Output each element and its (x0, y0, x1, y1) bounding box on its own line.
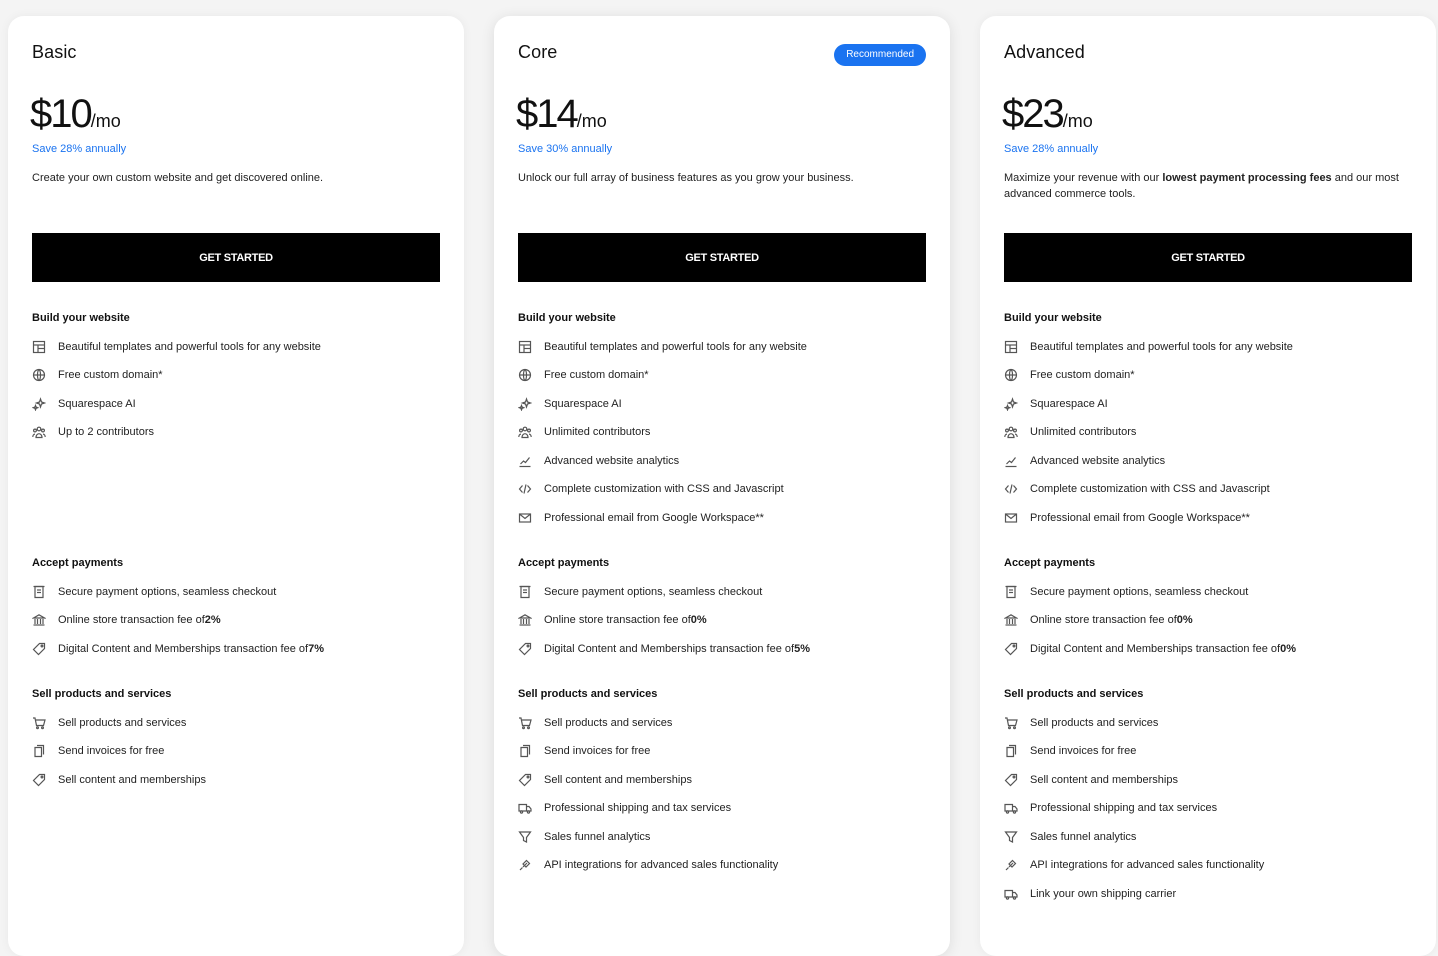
feature-item (518, 612, 926, 628)
receipt-icon (518, 584, 535, 600)
feature-item (1004, 584, 1412, 600)
feature-text: Up to 2 contributors (58, 426, 154, 438)
feature-text: Squarespace AI (544, 397, 622, 410)
sell-section (32, 686, 440, 788)
payments-section (518, 555, 926, 657)
payments-section (1004, 555, 1412, 657)
plan-price (1002, 92, 1093, 137)
feature-value: 0% (1176, 614, 1193, 626)
feature-item (1004, 481, 1412, 497)
tag-icon (518, 641, 535, 657)
feature-text: Send invoices for free (544, 745, 651, 757)
sparkle-icon (1004, 396, 1021, 412)
feature-text: Professional shipping and tax services (544, 802, 732, 814)
feature-text: Online store transaction fee of (58, 614, 205, 626)
feature-item (518, 829, 926, 845)
feature-text: Sell content and memberships (1030, 773, 1178, 786)
tag-icon (1004, 772, 1021, 788)
bank-icon (32, 612, 49, 628)
price-period: /mo (1062, 111, 1093, 131)
sparkle-icon (518, 396, 535, 412)
get-started-button[interactable]: GET STARTED (32, 233, 440, 282)
template-icon (518, 339, 535, 355)
tag-icon (518, 772, 535, 788)
cart-icon (518, 715, 535, 731)
feature-item (518, 481, 926, 497)
tag-icon (32, 772, 49, 788)
feature-item (518, 396, 926, 412)
feature-item (32, 715, 440, 731)
feature-item (518, 743, 926, 759)
feature-text: Advanced website analytics (544, 454, 680, 467)
bank-icon (518, 612, 535, 628)
feature-text: Send invoices for free (58, 745, 165, 757)
section-title: Build your website (32, 312, 130, 324)
feature-item (32, 396, 440, 412)
feature-item (1004, 510, 1412, 526)
feature-item (32, 612, 440, 628)
feature-value: 2% (204, 614, 221, 626)
feature-item (1004, 829, 1412, 845)
feature-item (518, 641, 926, 657)
build-section (32, 310, 440, 440)
sell-section (518, 686, 926, 873)
tag-icon (1004, 641, 1021, 657)
plan-description: Unlock our full array of business features as you grow your business. (518, 172, 854, 184)
build-section (1004, 310, 1412, 526)
feature-item (1004, 772, 1412, 788)
feature-item (1004, 641, 1412, 657)
receipt-icon (32, 584, 49, 600)
feature-text: Beautiful templates and powerful tools for any website (1030, 340, 1293, 353)
feature-item (518, 367, 926, 383)
section-title: Accept payments (1004, 557, 1096, 569)
get-started-button[interactable]: GET STARTED (518, 233, 926, 282)
feature-item (32, 424, 440, 440)
users-icon (32, 424, 49, 440)
feature-item (518, 424, 926, 440)
feature-item (518, 715, 926, 731)
feature-item (1004, 715, 1412, 731)
section-title: Build your website (518, 312, 616, 324)
plan-description (1004, 170, 1404, 202)
feature-text: Unlimited contributors (544, 426, 651, 438)
feature-text: Secure payment options, seamless checkout (544, 585, 763, 598)
feature-text: Sell content and memberships (58, 773, 206, 786)
feature-item (32, 584, 440, 600)
plug-icon (1004, 857, 1021, 873)
feature-text: Squarespace AI (58, 397, 136, 410)
feature-text: Digital Content and Memberships transaction fee of (544, 642, 795, 655)
desc-text: and our most advanced commerce tools. (1004, 172, 1399, 200)
feature-text: Digital Content and Memberships transaction fee of (58, 642, 309, 655)
feature-item (32, 743, 440, 759)
plug-icon (518, 857, 535, 873)
feature-item (518, 772, 926, 788)
sparkle-icon (32, 396, 49, 412)
section-title: Accept payments (32, 557, 124, 569)
get-started-button[interactable]: GET STARTED (1004, 233, 1412, 282)
feature-text: Free custom domain* (58, 369, 163, 381)
feature-item (32, 641, 440, 657)
users-icon (1004, 424, 1021, 440)
feature-item (518, 584, 926, 600)
plan-name: Core (518, 42, 558, 62)
invoice-icon (1004, 743, 1021, 759)
feature-item (1004, 612, 1412, 628)
feature-value: 7% (308, 642, 324, 655)
feature-text: API integrations for advanced sales functionality (544, 859, 779, 871)
section-title: Build your website (1004, 312, 1102, 324)
feature-item (1004, 339, 1412, 355)
feature-text: Secure payment options, seamless checkout (1030, 585, 1249, 598)
mail-icon (1004, 510, 1021, 526)
feature-text: Sales funnel analytics (544, 830, 651, 843)
analytics-icon (1004, 453, 1021, 469)
code-icon (518, 481, 535, 497)
feature-item (32, 367, 440, 383)
feature-item (518, 453, 926, 469)
feature-item (518, 800, 926, 816)
feature-text: Online store transaction fee of (1030, 614, 1177, 626)
feature-value: 5% (794, 642, 810, 655)
price-period: /mo (90, 111, 121, 131)
feature-text: Professional email from Google Workspace** (1030, 511, 1250, 524)
funnel-icon (518, 829, 535, 845)
template-icon (1004, 339, 1021, 355)
feature-text: Sales funnel analytics (1030, 830, 1137, 843)
desc-text: Maximize your revenue with our (1004, 172, 1163, 184)
feature-item (518, 857, 926, 873)
feature-item (1004, 396, 1412, 412)
feature-text: Free custom domain* (544, 369, 649, 381)
plan-price (516, 92, 607, 137)
feature-text: Complete customization with CSS and Javascript (1030, 483, 1270, 495)
globe-icon (1004, 367, 1021, 383)
feature-item (1004, 886, 1412, 902)
truck-icon (1004, 800, 1021, 816)
feature-text: Sell products and services (544, 716, 673, 729)
plan-name: Advanced (1004, 42, 1085, 62)
truck-icon (1004, 886, 1021, 902)
feature-item (1004, 424, 1412, 440)
cart-icon (1004, 715, 1021, 731)
plan-description: Create your own custom website and get discovered online. (32, 172, 324, 184)
feature-text: Sell products and services (1030, 716, 1159, 729)
feature-item (32, 339, 440, 355)
feature-item (1004, 453, 1412, 469)
globe-icon (32, 367, 49, 383)
desc-highlight: lowest payment processing fees (1162, 172, 1332, 184)
section-title: Sell products and services (32, 688, 172, 700)
feature-text: Online store transaction fee of (544, 614, 691, 626)
payments-section (32, 555, 440, 657)
invoice-icon (32, 743, 49, 759)
feature-item (1004, 857, 1412, 873)
feature-text: Digital Content and Memberships transaction fee of (1030, 642, 1281, 655)
bank-icon (1004, 612, 1021, 628)
feature-text: Professional email from Google Workspace** (544, 511, 764, 524)
section-title: Sell products and services (1004, 688, 1144, 700)
feature-item (1004, 743, 1412, 759)
cart-icon (32, 715, 49, 731)
feature-text: Unlimited contributors (1030, 426, 1137, 438)
annual-savings: Save 28% annually (32, 143, 127, 155)
price-amount: $23 (1002, 92, 1063, 136)
feature-text: Advanced website analytics (1030, 454, 1166, 467)
plan-card-basic (8, 16, 464, 956)
price-amount: $10 (30, 92, 91, 136)
globe-icon (518, 367, 535, 383)
feature-value: 0% (690, 614, 707, 626)
plan-card-core (494, 16, 950, 956)
section-title: Accept payments (518, 557, 610, 569)
feature-text: Beautiful templates and powerful tools for any website (58, 340, 321, 353)
feature-text: Sell products and services (58, 716, 187, 729)
feature-item (518, 510, 926, 526)
tag-icon (32, 641, 49, 657)
feature-text: API integrations for advanced sales functionality (1030, 859, 1265, 871)
sell-section (1004, 686, 1412, 902)
feature-item (518, 339, 926, 355)
funnel-icon (1004, 829, 1021, 845)
section-title: Sell products and services (518, 688, 658, 700)
plan-name: Basic (32, 42, 77, 62)
users-icon (518, 424, 535, 440)
feature-text: Squarespace AI (1030, 397, 1108, 410)
feature-item (1004, 800, 1412, 816)
invoice-icon (518, 743, 535, 759)
feature-text: Beautiful templates and powerful tools for any website (544, 340, 807, 353)
truck-icon (518, 800, 535, 816)
build-section (518, 310, 926, 526)
feature-item (32, 772, 440, 788)
mail-icon (518, 510, 535, 526)
plan-card-advanced (980, 16, 1436, 956)
feature-text: Free custom domain* (1030, 369, 1135, 381)
feature-text: Send invoices for free (1030, 745, 1137, 757)
receipt-icon (1004, 584, 1021, 600)
annual-savings: Save 28% annually (1004, 143, 1099, 155)
analytics-icon (518, 453, 535, 469)
feature-text: Link your own shipping carrier (1030, 887, 1177, 900)
template-icon (32, 339, 49, 355)
price-amount: $14 (516, 92, 577, 136)
feature-text: Professional shipping and tax services (1030, 802, 1218, 814)
feature-text: Secure payment options, seamless checkout (58, 585, 277, 598)
price-period: /mo (576, 111, 607, 131)
feature-text: Sell content and memberships (544, 773, 692, 786)
feature-value: 0% (1280, 642, 1296, 655)
annual-savings: Save 30% annually (518, 143, 613, 155)
plan-price (30, 92, 121, 137)
feature-text: Complete customization with CSS and Javascript (544, 483, 784, 495)
feature-item (1004, 367, 1412, 383)
recommended-badge: Recommended (834, 44, 926, 66)
code-icon (1004, 481, 1021, 497)
